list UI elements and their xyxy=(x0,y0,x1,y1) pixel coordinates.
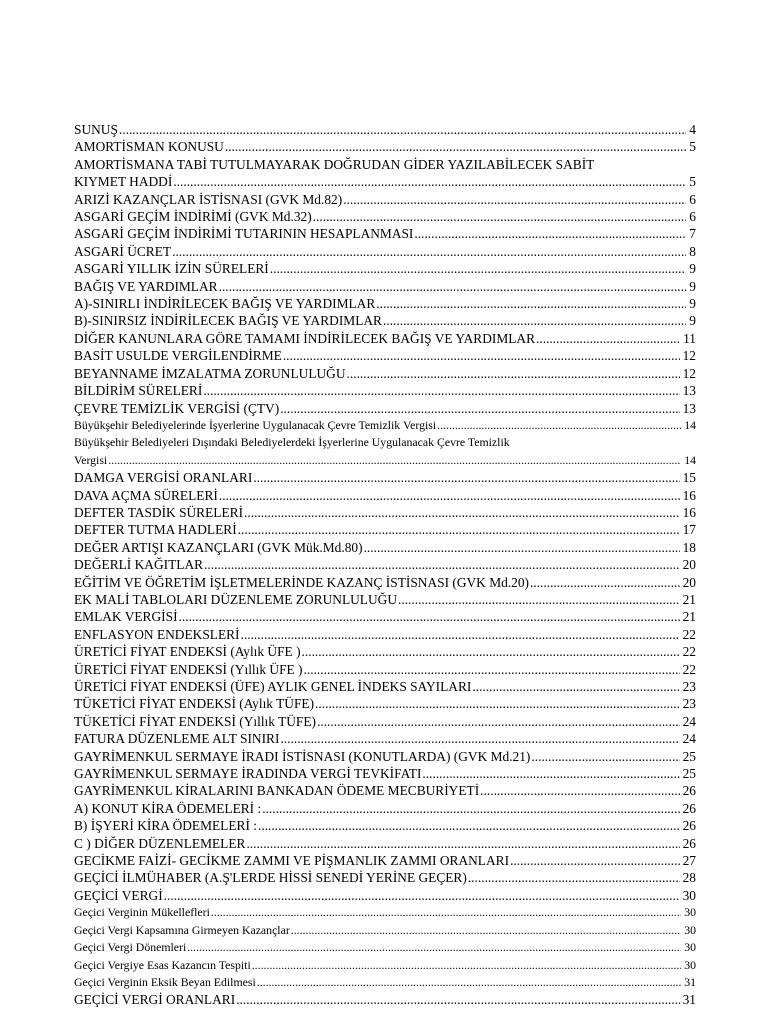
toc-dot-leader xyxy=(472,678,679,695)
toc-entry[interactable] xyxy=(74,295,696,312)
toc-entry-page-number: 23 xyxy=(682,696,696,712)
toc-entry-page-number: 28 xyxy=(682,870,696,886)
toc-entry[interactable] xyxy=(74,434,696,469)
toc-dot-leader xyxy=(398,591,680,608)
toc-dot-leader xyxy=(376,295,686,312)
toc-entry-title: ASGARİ GEÇİM İNDİRİMİ (GVK Md.32) xyxy=(74,209,312,225)
toc-entry-page-number: 13 xyxy=(682,383,696,399)
toc-dot-leader xyxy=(219,278,687,295)
toc-dot-leader xyxy=(244,504,680,521)
toc-entry-title: BEYANNAME İMZALATMA ZORUNLULUĞU xyxy=(74,365,346,381)
toc-entry-title: A)-SINIRLI İNDİRİLECEK BAĞIŞ VE YARDIMLAR xyxy=(74,296,376,312)
toc-dot-leader xyxy=(211,904,681,921)
toc-dot-leader xyxy=(119,121,686,138)
toc-entry-page-number: 21 xyxy=(682,609,696,625)
toc-entry-page-number: 7 xyxy=(689,226,696,242)
toc-entry-page-number: 8 xyxy=(689,243,696,259)
toc-entry[interactable] xyxy=(74,312,696,329)
toc-dot-leader xyxy=(187,939,681,956)
toc-entry-page-number: 12 xyxy=(682,365,696,381)
toc-entry[interactable] xyxy=(74,574,696,591)
toc-entry-title: GAYRİMENKUL SERMAYE İRADI İSTİSNASI (KONUTLARDA) (GVK Md.21) xyxy=(74,748,531,764)
toc-entry-title: DEFTER TASDİK SÜRELERİ xyxy=(74,504,244,520)
toc-dot-leader xyxy=(246,835,679,852)
toc-entry-page-number: 5 xyxy=(689,174,696,190)
toc-entry[interactable] xyxy=(74,417,696,434)
toc-dot-leader xyxy=(258,817,680,834)
toc-entry-title: A) KONUT KİRA ÖDEMELERİ : xyxy=(74,800,262,816)
toc-entry-page-number: 11 xyxy=(683,330,696,346)
toc-entry[interactable] xyxy=(74,556,696,573)
toc-entry[interactable] xyxy=(74,347,696,364)
toc-entry-page-number: 30 xyxy=(684,922,696,937)
toc-entry-page-number: 25 xyxy=(682,748,696,764)
toc-entry-title: BİLDİRİM SÜRELERİ xyxy=(74,383,203,399)
toc-entry-page-number: 12 xyxy=(682,348,696,364)
toc-entry-title: GEÇİCİ VERGİ ORANLARI xyxy=(74,992,236,1008)
toc-entry-title: ASGARİ GEÇİM İNDİRİMİ TUTARININ HESAPLANMASI xyxy=(74,226,414,242)
toc-entry[interactable] xyxy=(74,400,696,417)
toc-dot-leader xyxy=(291,922,681,939)
toc-entry[interactable] xyxy=(74,730,696,747)
toc-entry[interactable] xyxy=(74,800,696,817)
toc-entry-title: Geçici Verginin Eksik Beyan Edilmesi xyxy=(74,974,256,989)
toc-entry-page-number: 15 xyxy=(682,470,696,486)
toc-dot-leader xyxy=(283,347,680,364)
toc-entry[interactable] xyxy=(74,922,696,939)
toc-entry-page-number: 21 xyxy=(682,591,696,607)
toc-dot-leader xyxy=(179,608,680,625)
toc-dot-leader xyxy=(422,765,679,782)
toc-entry[interactable] xyxy=(74,835,696,852)
toc-entry-page-number: 18 xyxy=(682,539,696,555)
toc-entry-page-number: 9 xyxy=(689,278,696,294)
toc-entry[interactable] xyxy=(74,765,696,782)
toc-entry-page-number: 14 xyxy=(684,452,696,467)
toc-entry[interactable] xyxy=(74,957,696,974)
toc-entry-title: DEFTER TUTMA HADLERİ xyxy=(74,522,237,538)
toc-dot-leader xyxy=(317,713,680,730)
toc-entry-page-number: 22 xyxy=(682,626,696,642)
toc-entry-page-number: 31 xyxy=(684,974,696,989)
toc-entry[interactable] xyxy=(74,991,696,1008)
toc-entry-title: GAYRİMENKUL SERMAYE İRADINDA VERGİ TEVKİFATI xyxy=(74,766,422,782)
toc-entry-title: SUNUŞ xyxy=(74,122,118,137)
toc-entry[interactable] xyxy=(74,469,696,486)
toc-entry[interactable] xyxy=(74,713,696,730)
toc-entry-title: Büyükşehir Belediyelerinde İşyerlerine Uygulanacak Çevre Temizlik Vergisi xyxy=(74,417,437,432)
toc-entry-page-number: 26 xyxy=(682,783,696,799)
toc-dot-leader xyxy=(280,400,679,417)
toc-entry[interactable] xyxy=(74,121,696,138)
toc-entry-page-number: 24 xyxy=(682,731,696,747)
toc-entry-title: BASİT USULDE VERGİLENDİRME xyxy=(74,348,282,364)
toc-dot-leader xyxy=(257,974,681,991)
toc-entry[interactable] xyxy=(74,138,696,155)
toc-entry-title: ARIZİ KAZANÇLAR İSTİSNASI (GVK Md.82) xyxy=(74,191,343,207)
toc-entry-page-number: 16 xyxy=(682,504,696,520)
toc-entry-title: EK MALİ TABLOLARI DÜZENLEME ZORUNLULUĞU xyxy=(74,591,397,607)
toc-entry-title: GEÇİCİ VERGİ xyxy=(74,887,163,903)
toc-entry-page-number: 20 xyxy=(682,574,696,590)
toc-entry[interactable] xyxy=(74,817,696,834)
toc-entry-page-number: 5 xyxy=(689,139,696,155)
toc-entry[interactable] xyxy=(74,887,696,904)
toc-entry[interactable] xyxy=(74,521,696,538)
toc-entry-title-first-line: AMORTİSMANA TABİ TUTULMAYARAK DOĞRUDAN GİDER YAZILABİLECEK SABİT xyxy=(74,156,595,172)
toc-entry-title: FATURA DÜZENLEME ALT SINIRI xyxy=(74,731,280,747)
toc-entry-title: DAMGA VERGİSİ ORANLARI xyxy=(74,470,253,486)
toc-entry-page-number: 30 xyxy=(684,940,696,955)
toc-dot-leader xyxy=(347,365,680,382)
toc-entry[interactable] xyxy=(74,643,696,660)
toc-entry[interactable] xyxy=(74,539,696,556)
toc-entry[interactable] xyxy=(74,225,696,242)
toc-entry-title: ÇEVRE TEMİZLİK VERGİSİ (ÇTV) xyxy=(74,400,280,416)
toc-entry-page-number: 9 xyxy=(689,296,696,312)
toc-dot-leader xyxy=(219,487,680,504)
toc-entry-page-number: 27 xyxy=(682,853,696,869)
toc-entry[interactable] xyxy=(74,382,696,399)
toc-entry-page-number: 30 xyxy=(684,905,696,920)
toc-entry-title: DİĞER KANUNLARA GÖRE TAMAMI İNDİRİLECEK BAĞIŞ VE YARDIMLAR xyxy=(74,330,536,346)
toc-entry-title-first-line: Büyükşehir Belediyeleri Dışındaki Belediyelerdeki İşyerlerine Uygulanacak Çevre Temizlik xyxy=(74,435,510,450)
toc-dot-leader xyxy=(313,208,687,225)
toc-dot-leader xyxy=(510,852,680,869)
toc-entry-title: TÜKETİCİ FİYAT ENDEKSİ (Aylık TÜFE) xyxy=(74,696,315,712)
toc-dot-leader xyxy=(236,991,679,1008)
toc-entry-title: ASGARİ YILLIK İZİN SÜRELERİ xyxy=(74,261,269,277)
toc-dot-leader xyxy=(536,330,680,347)
toc-entry-title: EĞİTİM VE ÖĞRETİM İŞLETMELERİNDE KAZANÇ İSTİSNASI (GVK Md.20) xyxy=(74,574,529,590)
toc-dot-leader xyxy=(364,539,680,556)
toc-entry[interactable] xyxy=(74,695,696,712)
toc-entry[interactable] xyxy=(74,591,696,608)
toc-entry[interactable] xyxy=(74,208,696,225)
toc-entry[interactable] xyxy=(74,156,696,191)
toc-dot-leader xyxy=(531,748,679,765)
toc-entry-title: EMLAK VERGİSİ xyxy=(74,609,178,625)
toc-dot-leader xyxy=(173,173,686,190)
toc-entry-title: Geçici Vergi Dönemleri xyxy=(74,940,187,955)
toc-dot-leader xyxy=(253,469,679,486)
toc-entry[interactable] xyxy=(74,869,696,886)
toc-entry[interactable] xyxy=(74,782,696,799)
toc-entry-title: ÜRETİCİ FİYAT ENDEKSİ (ÜFE) AYLIK GENEL İNDEKS SAYILARI xyxy=(74,679,472,694)
toc-dot-leader xyxy=(468,869,680,886)
toc-entry-title: KIYMET HADDİ xyxy=(74,174,173,190)
toc-entry-page-number: 26 xyxy=(682,800,696,816)
toc-entry-page-number: 9 xyxy=(689,313,696,329)
toc-entry-title: B) İŞYERİ KİRA ÖDEMELERİ : xyxy=(74,818,257,834)
toc-entry[interactable] xyxy=(74,626,696,643)
toc-entry[interactable] xyxy=(74,191,696,208)
toc-entry-title: GAYRİMENKUL KİRALARINI BANKADAN ÖDEME MECBURİYETİ xyxy=(74,783,480,799)
toc-entry-page-number: 22 xyxy=(682,644,696,660)
toc-entry-title: TÜKETİCİ FİYAT ENDEKSİ (Yıllık TÜFE) xyxy=(74,713,317,729)
toc-entry-page-number: 23 xyxy=(682,679,696,694)
toc-entry-title: DEĞERLİ KAĞITLAR xyxy=(74,557,204,573)
toc-dot-leader xyxy=(225,138,686,155)
toc-dot-leader xyxy=(343,191,686,208)
toc-entry[interactable] xyxy=(74,748,696,765)
toc-dot-leader xyxy=(172,243,686,260)
toc-dot-leader xyxy=(164,887,680,904)
toc-entry-title: BAĞIŞ VE YARDIMLAR xyxy=(74,278,218,294)
toc-dot-leader xyxy=(304,661,680,678)
toc-entry-title: GECİKME FAİZİ- GECİKME ZAMMI VE PİŞMANLIK ZAMMI ORANLARI xyxy=(74,853,510,869)
toc-entry-title: Geçici Verginin Mükellefleri xyxy=(74,905,210,920)
toc-entry[interactable] xyxy=(74,608,696,625)
toc-entry-page-number: 14 xyxy=(684,417,696,432)
toc-entry-page-number: 22 xyxy=(682,661,696,677)
toc-dot-leader xyxy=(480,782,679,799)
toc-dot-leader xyxy=(302,643,680,660)
toc-entry[interactable] xyxy=(74,365,696,382)
toc-dot-leader xyxy=(437,417,681,434)
toc-dot-leader xyxy=(414,225,686,242)
toc-dot-leader xyxy=(203,382,679,399)
toc-entry-page-number: 6 xyxy=(689,209,696,225)
toc-entry[interactable] xyxy=(74,330,696,347)
toc-entry-title: Geçici Vergi Kapsamına Girmeyen Kazançlar xyxy=(74,922,290,937)
toc-entry-page-number: 30 xyxy=(682,887,696,903)
toc-entry-title: ENFLASYON ENDEKSLERİ xyxy=(74,626,240,642)
toc-entry-page-number: 26 xyxy=(682,818,696,834)
toc-entry[interactable] xyxy=(74,661,696,678)
toc-entry[interactable] xyxy=(74,260,696,277)
toc-entry-page-number: 24 xyxy=(682,713,696,729)
toc-dot-leader xyxy=(262,800,679,817)
toc-entry[interactable] xyxy=(74,852,696,869)
toc-entry-page-number: 30 xyxy=(684,957,696,972)
toc-entry-title: ASGARİ ÜCRET xyxy=(74,243,172,259)
toc-entry[interactable] xyxy=(74,504,696,521)
toc-entry-page-number: 13 xyxy=(682,400,696,416)
toc-entry-title: DAVA AÇMA SÜRELERİ xyxy=(74,487,218,503)
toc-entry-page-number: 25 xyxy=(682,766,696,782)
toc-entry-page-number: 20 xyxy=(682,557,696,573)
toc-entry-title: AMORTİSMAN KONUSU xyxy=(74,139,224,155)
toc-dot-leader xyxy=(383,312,686,329)
toc-entry-title: Geçici Vergiye Esas Kazancın Tespiti xyxy=(74,957,251,972)
toc-dot-leader xyxy=(280,730,679,747)
toc-entry-page-number: 16 xyxy=(682,487,696,503)
toc-dot-leader xyxy=(270,260,687,277)
toc-dot-leader xyxy=(241,626,680,643)
toc-entry[interactable] xyxy=(74,278,696,295)
table-of-contents xyxy=(74,121,696,1009)
toc-dot-leader xyxy=(238,521,680,538)
toc-dot-leader xyxy=(204,556,680,573)
toc-entry[interactable] xyxy=(74,939,696,956)
toc-entry-title: ÜRETİCİ FİYAT ENDEKSİ (Yıllık ÜFE ) xyxy=(74,661,303,677)
toc-entry-title: C ) DİĞER DÜZENLEMELER xyxy=(74,835,246,851)
toc-dot-leader xyxy=(530,574,680,591)
toc-dot-leader xyxy=(315,695,680,712)
toc-dot-leader xyxy=(252,957,681,974)
toc-entry-page-number: 4 xyxy=(689,122,696,137)
toc-entry-title: DEĞER ARTIŞI KAZANÇLARI (GVK Mük.Md.80) xyxy=(74,539,363,555)
toc-entry-title: B)-SINIRSIZ İNDİRİLECEK BAĞIŞ VE YARDIMLAR xyxy=(74,313,382,329)
toc-dot-leader xyxy=(108,452,681,469)
toc-entry[interactable] xyxy=(74,974,696,991)
toc-entry-title: ÜRETİCİ FİYAT ENDEKSİ (Aylık ÜFE ) xyxy=(74,644,301,660)
toc-entry-page-number: 26 xyxy=(682,835,696,851)
toc-entry-page-number: 6 xyxy=(689,191,696,207)
toc-entry-page-number: 9 xyxy=(689,261,696,277)
toc-entry-title: GEÇİCİ İLMÜHABER (A.Ş'LERDE HİSSİ SENEDİ YERİNE GEÇER) xyxy=(74,870,467,886)
toc-entry[interactable] xyxy=(74,904,696,921)
toc-entry[interactable] xyxy=(74,678,696,695)
toc-entry[interactable] xyxy=(74,243,696,260)
toc-entry[interactable] xyxy=(74,487,696,504)
toc-entry-page-number: 31 xyxy=(682,992,696,1008)
toc-entry-page-number: 17 xyxy=(682,522,696,538)
toc-entry-title: Vergisi xyxy=(74,452,108,467)
